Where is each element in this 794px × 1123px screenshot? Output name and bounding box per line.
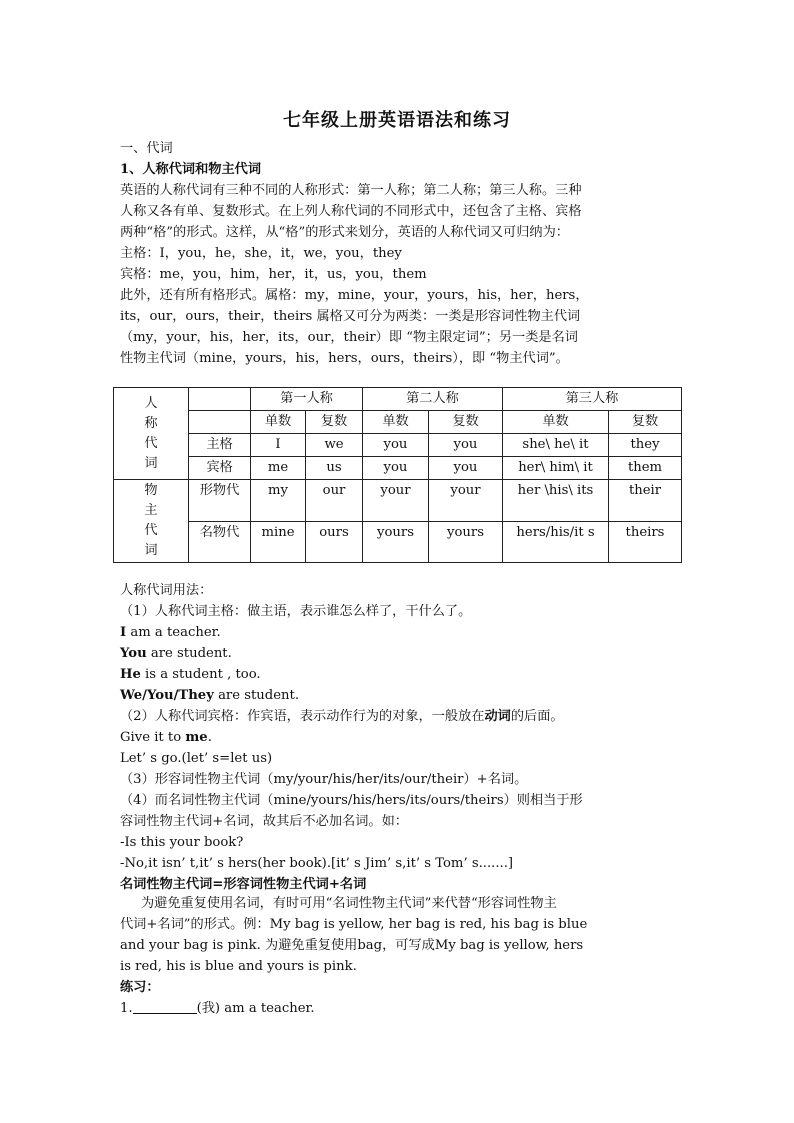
- table-cell: me: [251, 457, 306, 480]
- header-plural: 复数: [609, 411, 682, 434]
- table-cell: you: [429, 457, 503, 480]
- answer-blank[interactable]: [133, 999, 197, 1014]
- row-label: 名物代: [189, 522, 251, 563]
- example-line: He is a student , too.: [120, 667, 261, 682]
- rule-text: 代词+名词”的形式。例：My bag is yellow, her bag is red, his bag is blue: [120, 917, 588, 932]
- example-line: -Is this your book?: [120, 835, 244, 850]
- group-label-personal: 人 称 代 词: [114, 388, 189, 480]
- subheading-pronouns: 1、人称代词和物主代词: [120, 162, 262, 177]
- table-cell: [189, 411, 251, 434]
- table-cell: us: [306, 457, 363, 480]
- intro-line: 性物主代词（mine，yours，his，hers，ours，theirs），即 “物主代词”。: [120, 351, 569, 366]
- table-row: [114, 434, 682, 457]
- page-title: 七年级上册英语语法和练习: [283, 110, 511, 131]
- header-plural: 复数: [429, 411, 503, 434]
- table-cell: I: [251, 434, 306, 457]
- example-line: I am a teacher.: [120, 625, 221, 640]
- usage-title: 人称代词用法：: [120, 583, 213, 598]
- table-cell: hers/his/it s: [503, 522, 609, 563]
- table-row: [114, 388, 682, 411]
- intro-line: 英语的人称代词有三种不同的人称形式：第一人称；第二人称；第三人称。三种: [120, 183, 582, 198]
- row-label: 宾格: [189, 457, 251, 480]
- header-third-person: 第三人称: [503, 388, 682, 411]
- table-cell: my: [251, 480, 306, 522]
- table-cell: your: [363, 480, 429, 522]
- table-cell: mine: [251, 522, 306, 563]
- usage-item: （4）而名词性物主代词（mine/yours/his/hers/its/ours/theirs）则相当于形: [120, 793, 583, 808]
- table-cell: theirs: [609, 522, 682, 563]
- header-singular: 单数: [363, 411, 429, 434]
- row-label: 形物代: [189, 480, 251, 522]
- pronoun-table: [113, 387, 682, 563]
- table-cell: you: [363, 434, 429, 457]
- rule-text: and your bag is pink. 为避免重复使用bag，可写成My bag is yellow, hers: [120, 938, 584, 953]
- header-singular: 单数: [503, 411, 609, 434]
- intro-line: 此外，还有所有格形式。属格：my，mine，your，yours，his，her，hers，: [120, 288, 589, 303]
- header-first-person: 第一人称: [251, 388, 363, 411]
- table-cell: you: [363, 457, 429, 480]
- rule-text: is red, his is blue and yours is pink.: [120, 959, 357, 974]
- usage-item: （3）形容词性物主代词（my/your/his/her/its/our/their）+名词。: [120, 772, 528, 787]
- intro-line: 主格：I，you，he，she，it，we，you，they: [120, 246, 402, 261]
- header-singular: 单数: [251, 411, 306, 434]
- intro-line: 人称又各有单、复数形式。在上列人称代词的不同形式中，还包含了主格、宾格: [120, 204, 582, 219]
- intro-line: 宾格：me，you，him，her，it，us，you，them: [120, 267, 427, 282]
- table-cell: yours: [363, 522, 429, 563]
- practice-question: 1. (我) am a teacher.: [120, 1001, 315, 1016]
- table-cell: you: [429, 434, 503, 457]
- practice-title: 练习：: [120, 980, 160, 995]
- usage-item: 容词性物主代词+名词，故其后不必加名词。如：: [120, 814, 408, 829]
- table-row: [114, 480, 682, 522]
- group-label-possessive: 物 主 代 词: [114, 480, 189, 563]
- table-cell: yours: [429, 522, 503, 563]
- rule-text: 为避免重复使用名词，有时可用“名词性物主代词”来代替“形容词性物主: [120, 896, 557, 911]
- header-second-person: 第二人称: [363, 388, 503, 411]
- table-cell: her \his\ its: [503, 480, 609, 522]
- table-row: [114, 522, 682, 563]
- section-heading: 一、代词: [120, 141, 173, 156]
- table-cell: we: [306, 434, 363, 457]
- usage-item: （1）人称代词主格：做主语，表示谁怎么样了，干什么了。: [120, 604, 472, 619]
- table-cell: they: [609, 434, 682, 457]
- intro-line: its，our，ours，their，theirs 属格又可分为两类：一类是形容词性物主代词: [120, 309, 581, 324]
- row-label: 主格: [189, 434, 251, 457]
- table-row: [114, 411, 682, 434]
- rule-heading: 名词性物主代词=形容词性物主代词+名词: [120, 877, 367, 892]
- example-line: Let’ s go.(let’ s=let us): [120, 751, 273, 766]
- intro-line: 两种“格”的形式。这样，从“格”的形式来划分，英语的人称代词又可归纳为：: [120, 225, 569, 240]
- intro-line: （my，your，his，her，its，our，their）即 “物主限定词”；另一类是名词: [120, 330, 578, 345]
- table-cell: her\ him\ it: [503, 457, 609, 480]
- example-line: You are student.: [120, 646, 232, 661]
- example-line: Give it to me.: [120, 730, 212, 745]
- table-cell: your: [429, 480, 503, 522]
- usage-item: （2）人称代词宾格：作宾语，表示动作行为的对象，一般放在动词的后面。: [120, 709, 564, 724]
- table-cell: [189, 388, 251, 411]
- table-cell: she\ he\ it: [503, 434, 609, 457]
- table-row: [114, 457, 682, 480]
- table-cell: their: [609, 480, 682, 522]
- example-line: -No,it isn’ t,it’ s hers(her book).[it’ s Jim’ s,it’ s Tom’ s.......]: [120, 856, 514, 871]
- table-cell: ours: [306, 522, 363, 563]
- header-plural: 复数: [306, 411, 363, 434]
- example-line: We/You/They are student.: [120, 688, 300, 703]
- table-cell: our: [306, 480, 363, 522]
- table-cell: them: [609, 457, 682, 480]
